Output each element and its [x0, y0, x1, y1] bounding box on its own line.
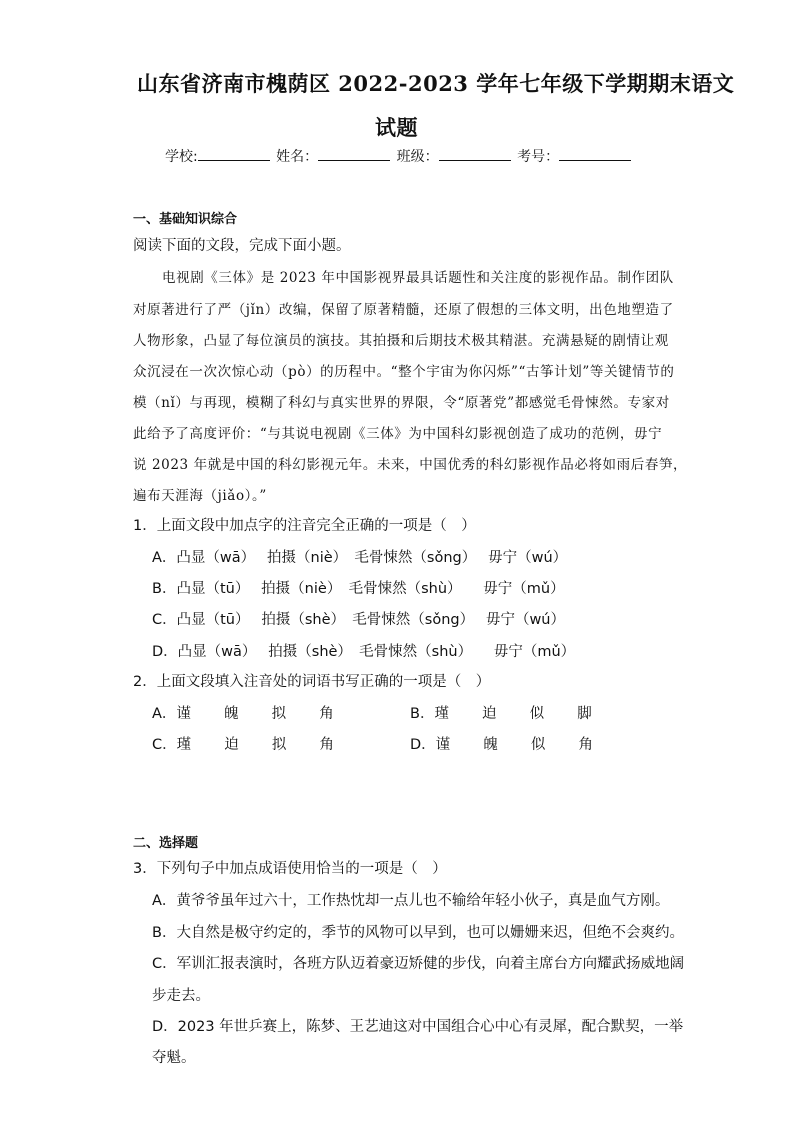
passage-line: 说 2023 年就是中国的科幻影视元年。未来，中国优秀的科幻影视作品必将如雨后春笋， — [133, 457, 688, 473]
reading-instruction: 阅读下面的文段，完成下面小题。 — [133, 238, 351, 254]
question-2-option-c[interactable]: C．瑾 迫 拟 角 — [152, 737, 334, 753]
exam-number-blank[interactable] — [559, 148, 631, 161]
school-blank[interactable] — [198, 148, 270, 161]
question-1-stem: 1．上面文段中加点字的注音完全正确的一项是（ ） — [133, 518, 476, 534]
passage-line: 众沉浸在一次次惊心动（pò）的历程中。“整个宇宙为你闪烁”“古筝计划”等关键情节的 — [133, 364, 675, 380]
name-blank[interactable] — [318, 148, 390, 161]
question-3-option-b[interactable]: B．大自然是极守约定的，季节的风物可以早到，也可以姗姗来迟，但绝不会爽约。 — [152, 925, 684, 941]
question-3-option-d-cont: 夺魁。 — [152, 1050, 196, 1066]
name-label: 姓名： — [276, 149, 319, 165]
class-blank[interactable] — [439, 148, 511, 161]
school-label: 学校: — [165, 149, 198, 165]
page-title-line1: 山东省济南市槐荫区 2022-2023 学年七年级下学期期末语文 — [137, 71, 735, 96]
passage-line: 遍布天涯海（jiǎo）。” — [133, 488, 267, 504]
question-3-option-d[interactable]: D．2023 年世乒赛上，陈梦、王艺迪这对中国组合心中心有灵犀，配合默契，一举 — [152, 1019, 684, 1035]
passage-line: 人物形象，凸显了每位演员的演技。其拍摄和后期技术极其精湛。充满悬疑的剧情让观 — [133, 333, 669, 349]
section-heading-2: 二、选择题 — [133, 836, 199, 851]
question-1-option-b[interactable]: B．凸显（tū） 拍摄（niè） 毛骨悚然（shù） 毋宁（mǔ） — [152, 581, 565, 597]
question-1-option-c[interactable]: C．凸显（tū） 拍摄（shè） 毛骨悚然（sǒng） 毋宁（wú） — [152, 612, 566, 628]
passage-line: 模（nǐ）与再现，模糊了科幻与真实世界的界限，令“原著党”都感觉毛骨悚然。专家对 — [133, 395, 670, 411]
question-3-stem: 3．下列句子中加点成语使用恰当的一项是（ ） — [133, 861, 447, 877]
question-3-option-a[interactable]: A．黄爷爷虽年过六十，工作热忱却一点儿也不输给年轻小伙子，真是血气方刚。 — [152, 893, 670, 909]
student-info-line — [165, 146, 633, 166]
page-title-line2: 试题 — [375, 115, 418, 140]
passage-line: 电视剧《三体》是 2023 年中国影视界最具话题性和关注度的影视作品。制作团队 — [162, 270, 674, 286]
question-2-option-b[interactable]: B．瑾 迫 似 脚 — [410, 706, 592, 722]
question-3-option-c[interactable]: C．军训汇报表演时，各班方队迈着豪迈矫健的步伐，向着主席台方向耀武扬威地阔 — [152, 956, 685, 972]
passage-line: 对原著进行了严（jǐn）改编，保留了原著精髓，还原了假想的三体文明，出色地塑造了 — [133, 302, 674, 318]
question-2-stem: 2．上面文段填入注音处的词语书写正确的一项是（ ） — [133, 674, 491, 690]
question-1-option-d[interactable]: D．凸显（wā） 拍摄（shè） 毛骨悚然（shù） 毋宁（mǔ） — [152, 644, 576, 660]
section-heading-1: 一、基础知识综合 — [133, 212, 238, 227]
question-2-option-a[interactable]: A．谨 魄 拟 角 — [152, 706, 334, 722]
question-3-option-c-cont: 步走去。 — [152, 988, 210, 1004]
exam-number-label: 考号： — [517, 149, 560, 165]
question-1-option-a[interactable]: A．凸显（wā） 拍摄（niè） 毛骨悚然（sǒng） 毋宁（wú） — [152, 550, 568, 566]
question-2-option-d[interactable]: D．谨 魄 似 角 — [410, 737, 593, 753]
passage-line: 此给予了高度评价：“与其说电视剧《三体》为中国科幻影视创造了成功的范例，毋宁 — [133, 426, 663, 442]
class-label: 班级： — [396, 149, 439, 165]
